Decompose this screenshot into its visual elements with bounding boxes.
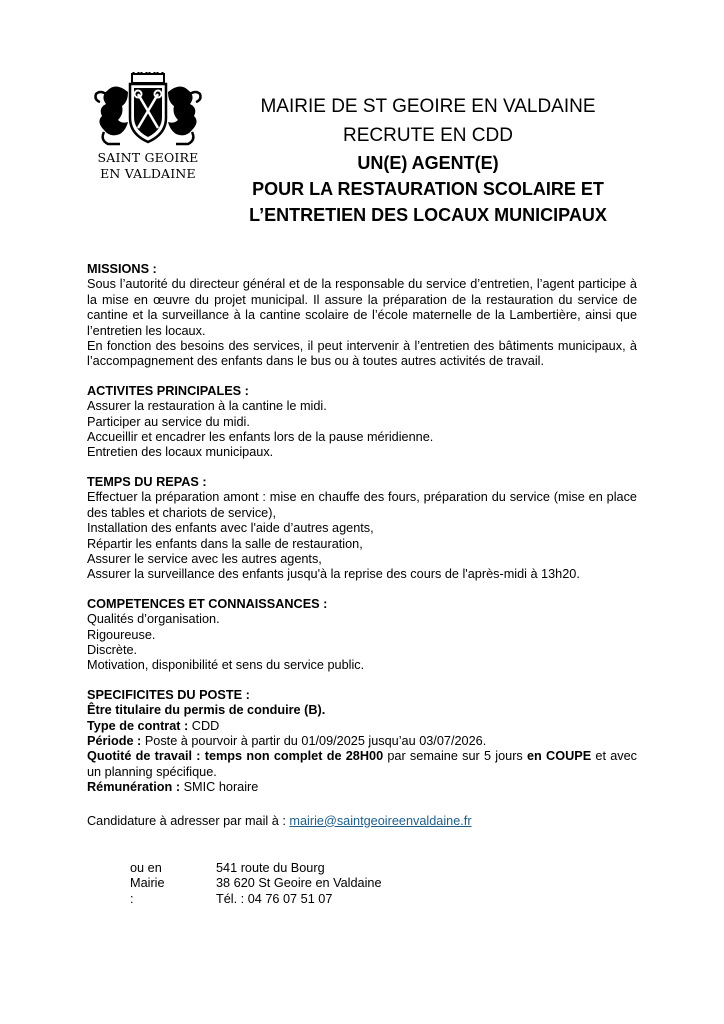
quotite-end: et avec un planning spécifique. [87,749,638,779]
document-header [214,92,642,228]
header-line-5: L’ENTRETIEN DES LOCAUX MUNICIPAUX [249,205,607,225]
coat-of-arms-icon [92,72,204,146]
list-item: Participer au service du midi. [87,414,250,429]
list-item: Assurer la surveillance des enfants jusqu'à la reprise des cours de l'après-midi à 13h20. [87,567,580,582]
town-logo [84,72,212,190]
section-title: ACTIVITES PRINCIPALES : [87,383,249,398]
repas-section [87,475,637,583]
candidature-section [87,814,637,829]
specificites-section [87,688,637,796]
missions-paragraph-1: Sous l’autorité du directeur général et de la responsable du service d’entretien, l’agent participe à la mise en œuvre du projet municipal. Il assure la préparation de la restauration du service de cantine et la surveillance à la cantine scolaire de l’école maternelle de la Lambertière, ainsi que l’entretien les locaux. [87,277,637,338]
quotite-label: Quotité de travail : temps non complet de 28H00 [87,749,384,764]
list-item: Assurer le service avec les autres agents, [87,551,322,566]
list-item: Assurer la restauration à la cantine le midi. [87,399,327,414]
address-line-2: 38 620 St Geoire en Valdaine [216,876,382,891]
section-title: TEMPS DU REPAS : [87,474,207,489]
missions-section [87,262,637,370]
permis-requirement: Être titulaire du permis de conduire (B). [87,703,326,718]
list-item: Qualités d’organisation. [87,612,220,627]
periode-row [87,734,637,749]
quotite-coupe: en COUPE [527,749,592,764]
candidature-text: Candidature à adresser par mail à : [87,813,290,828]
remuneration-label: Rémunération : [87,780,181,795]
logo-line-2: EN VALDAINE [100,166,196,181]
header-line-4: POUR LA RESTAURATION SCOLAIRE ET [252,179,604,199]
contrat-label: Type de contrat : [87,718,189,733]
header-line-2: RECRUTE EN CDD [343,125,513,146]
contrat-value: CDD [188,718,220,733]
periode-value: Poste à pourvoir à partir du 01/09/2025 jusqu’au 03/07/2026. [141,733,487,748]
remuneration-row [87,780,637,795]
header-line-3: UN(E) AGENT(E) [357,153,499,173]
quotite-mid: par semaine sur 5 jours [383,749,527,764]
list-item: Effectuer la préparation amont : mise en chauffe des fours, préparation du service (mise en place des tables et chariots de service), [87,490,637,520]
list-item: Installation des enfants avec l'aide d’autres agents, [87,521,374,536]
document-body [87,262,637,843]
quotite-row [87,749,637,780]
logo-line-1: SAINT GEOIRE [97,150,199,165]
address-label: ou en Mairie : [130,861,165,906]
activites-section [87,384,637,461]
section-title: MISSIONS : [87,262,157,276]
address-phone: Tél. : 04 76 07 51 07 [216,891,333,906]
list-item: Accueillir et encadrer les enfants lors de la pause méridienne. [87,430,434,445]
missions-paragraph-2: En fonction des besoins des services, il peut intervenir à l’entretien des bâtiments municipaux, à l’accompagnement des enfants dans le bus ou à toutes autres activités de travail. [87,339,637,369]
section-title: SPECIFICITES DU POSTE : [87,687,250,702]
email-link[interactable]: mairie@saintgeoireenvaldaine.fr [289,813,472,828]
list-item: Discrète. [87,642,138,657]
list-item: Répartir les enfants dans la salle de restauration, [87,536,363,551]
list-item: Motivation, disponibilité et sens du service public. [87,658,365,673]
competences-section [87,597,637,674]
list-item: Rigoureuse. [87,627,156,642]
section-title: COMPETENCES ET CONNAISSANCES : [87,596,328,611]
header-line-1: MAIRIE DE ST GEOIRE EN VALDAINE [260,96,596,117]
address-line-1: 541 route du Bourg [216,861,325,875]
list-item: Entretien des locaux municipaux. [87,445,274,460]
periode-label: Période : [87,733,142,748]
remuneration-value: SMIC horaire [180,780,259,795]
contrat-row [87,719,637,734]
